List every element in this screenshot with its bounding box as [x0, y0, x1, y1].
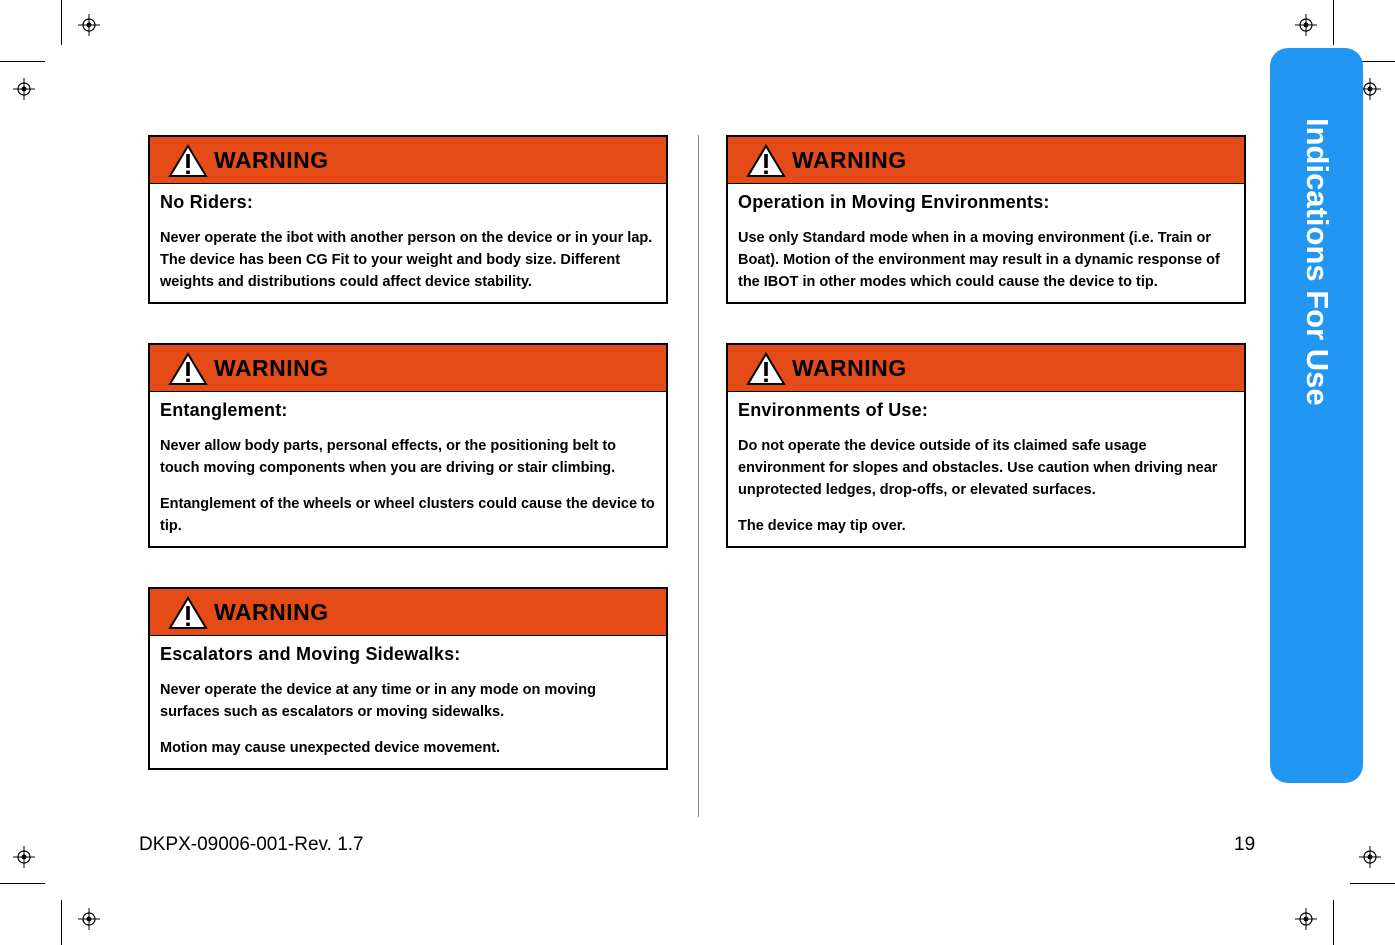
warning-paragraph: Motion may cause unexpected device movement.: [160, 740, 501, 756]
warning-word: WARNING: [214, 147, 329, 173]
warning-title: Operation in Moving Environments:: [738, 192, 1050, 212]
warning-box-entanglement: [148, 343, 668, 548]
warning-box-no-riders: [148, 135, 668, 304]
section-side-tab-label: Indications For Use: [1300, 118, 1335, 406]
page-number: 19: [1234, 834, 1256, 855]
crop-mark: [1350, 883, 1395, 884]
registration-mark-icon: [13, 78, 35, 100]
document-number: DKPX-09006-001-Rev. 1.7: [139, 834, 364, 855]
warning-body: [150, 184, 666, 302]
registration-mark-icon: [13, 846, 35, 868]
warning-word: WARNING: [214, 599, 329, 625]
warning-header: [150, 345, 666, 392]
crop-mark: [1333, 0, 1334, 45]
crop-mark: [0, 883, 45, 884]
warning-title: Escalators and Moving Sidewalks:: [160, 644, 461, 664]
warning-word: WARNING: [792, 147, 907, 173]
warning-header: [728, 345, 1244, 392]
warning-body: [150, 392, 666, 546]
warning-header: [150, 137, 666, 184]
warning-box-environments-of-use: [726, 343, 1246, 548]
column-divider: [698, 135, 699, 817]
warning-body: [728, 392, 1244, 546]
warning-triangle-icon: [746, 352, 786, 386]
warning-paragraph: Never operate the device at any time or in any mode on moving surfaces such as escalators or moving sidewalks.: [160, 682, 596, 720]
registration-mark-icon: [1359, 846, 1381, 868]
warning-triangle-icon: [746, 144, 786, 178]
warning-triangle-icon: [168, 144, 208, 178]
warning-triangle-icon: [168, 352, 208, 386]
crop-mark: [61, 900, 62, 945]
crop-mark: [61, 0, 62, 45]
warning-paragraph: Never operate the ibot with another person on the device or in your lap. The device has been CG Fit to your weight and body size. Different weights and distributions could affect device stability.: [160, 230, 653, 290]
crop-mark: [0, 61, 45, 62]
warning-paragraph: Use only Standard mode when in a moving environment (i.e. Train or Boat). Motion of the environment may result in a dynamic response of the IBOT in other modes which could cause the device to tip.: [738, 230, 1220, 290]
warning-triangle-icon: [168, 596, 208, 630]
warning-box-moving-environments: [726, 135, 1246, 304]
registration-mark-icon: [1295, 14, 1317, 36]
warning-word: WARNING: [792, 355, 907, 381]
warning-title: Environments of Use:: [738, 400, 929, 420]
warning-word: WARNING: [214, 355, 329, 381]
registration-mark-icon: [78, 14, 100, 36]
registration-mark-icon: [1295, 908, 1317, 930]
registration-mark-icon: [78, 908, 100, 930]
warning-header: [150, 589, 666, 636]
warning-paragraph: Entanglement of the wheels or wheel clusters could cause the device to tip.: [160, 496, 655, 534]
warning-title: No Riders:: [160, 192, 254, 212]
warning-title: Entanglement:: [160, 400, 288, 420]
warning-paragraph: Do not operate the device outside of its claimed safe usage environment for slopes and obstacles. Use caution when driving near unprotected ledges, drop-offs, or elevated surfaces.: [738, 438, 1218, 498]
warning-paragraph: Never allow body parts, personal effects, or the positioning belt to touch moving components when you are driving or stair climbing.: [160, 438, 617, 476]
warning-box-escalators: [148, 587, 668, 770]
warning-paragraph: The device may tip over.: [738, 518, 906, 534]
warning-body: [150, 636, 666, 768]
warning-header: [728, 137, 1244, 184]
crop-mark: [1333, 900, 1334, 945]
warning-body: [728, 184, 1244, 302]
